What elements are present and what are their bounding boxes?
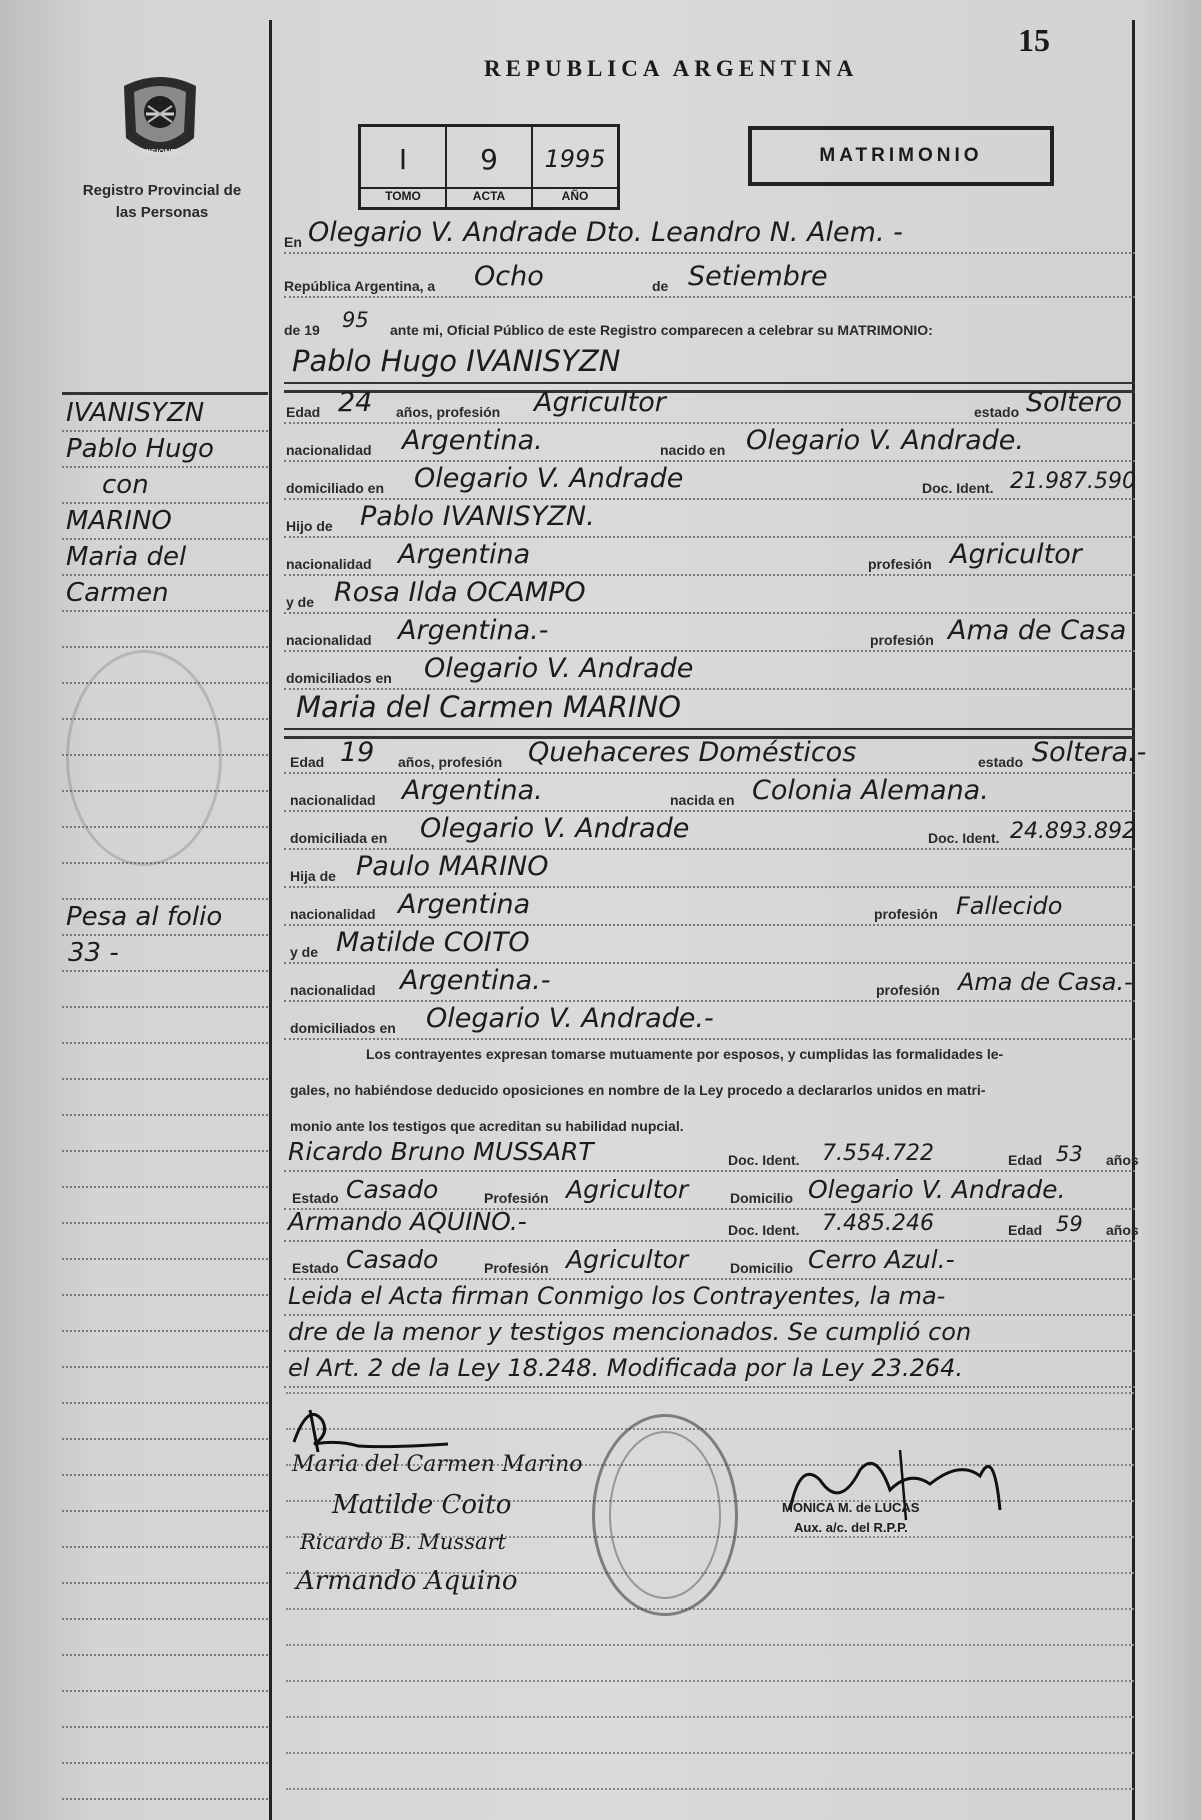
- witness-1-estado: Casado: [346, 1175, 439, 1204]
- bride-profesion-label: años, profesión: [398, 754, 503, 770]
- official-stamp-inner-ring: [609, 1431, 721, 1599]
- groom-edad: 24: [338, 387, 373, 418]
- margin-line: [62, 1228, 268, 1260]
- bride-edad: 19: [340, 737, 375, 768]
- groom-nationality-line: [284, 425, 1135, 462]
- witness-1-edad: 53: [1056, 1142, 1083, 1166]
- groom-father-line: [284, 501, 1135, 538]
- margin-line: [62, 868, 268, 900]
- groom-padre-nacionalidad: Argentina: [398, 539, 531, 570]
- day-value: Ocho: [474, 261, 544, 292]
- declaration-line-3: monio ante los testigos que acreditan su habilidad nupcial.: [290, 1118, 684, 1134]
- margin-con: con: [102, 470, 149, 500]
- folio-number: 33 -: [68, 938, 119, 968]
- witness-1-prof-label: Profesión: [484, 1190, 549, 1206]
- witness-2-domicilio: Cerro Azul.-: [808, 1245, 955, 1274]
- margin-given-names: Pablo Hugo: [66, 434, 214, 464]
- groom-address-line: [284, 463, 1136, 500]
- groom-dom-label: domiciliado en: [286, 480, 385, 496]
- witness-1-edad-label: Edad: [1008, 1152, 1043, 1168]
- groom-hijo-label: Hijo de: [286, 518, 333, 534]
- month-value: Setiembre: [688, 261, 828, 292]
- groom-madre-profesion: Ama de Casa: [948, 615, 1127, 646]
- acta-cell: [447, 127, 533, 207]
- official-name: MONICA M. de LUCAS: [782, 1500, 920, 1515]
- bride-nac-label: nacionalidad: [290, 792, 376, 808]
- groom-profesion: Agricultor: [534, 387, 666, 418]
- groom-doc-label: Doc. Ident.: [922, 480, 994, 496]
- margin-line: [62, 400, 268, 432]
- witness-2-name: Armando AQUINO.-: [288, 1207, 527, 1236]
- closing-text-3: el Art. 2 de la Ley 18.248. Modificada por la Ley 23.264.: [288, 1354, 964, 1382]
- margin-line: [62, 1264, 268, 1296]
- margin-bride-surname: MARINO: [66, 506, 172, 536]
- groom-padre-nac-label: nacionalidad: [286, 556, 372, 572]
- seal-text: MISIONES: [142, 148, 182, 157]
- closing-line-3: [284, 1356, 1135, 1388]
- witness-1-name: Ricardo Bruno MUSSART: [288, 1137, 594, 1166]
- declaration-line-2: gales, no habiéndose deducido oposiciones en nombre de la Ley procedo a declararlos unidos en matri-: [290, 1082, 986, 1098]
- bride-madre-prof-label: profesión: [876, 982, 940, 998]
- ano-cell: [533, 127, 617, 207]
- groom-age-line: [284, 387, 1135, 424]
- margin-line: [62, 904, 268, 936]
- bride-estado: Soltera.-: [1032, 737, 1147, 768]
- margin-line: [62, 1588, 268, 1620]
- bride-nacida: Colonia Alemana.: [752, 775, 989, 806]
- witness-1-detail-line: [284, 1175, 1135, 1210]
- margin-line: [62, 976, 268, 1008]
- margin-line: [62, 1300, 268, 1332]
- groom-mother-line: [284, 577, 1135, 614]
- witness-2-signature: Armando Aquino: [296, 1566, 518, 1596]
- record-type-box: MATRIMONIO: [748, 126, 1054, 186]
- tomo-value: I: [398, 143, 408, 176]
- registry-seal: [114, 68, 206, 168]
- year-prefix: de 19: [284, 322, 320, 338]
- closing-text-2: dre de la menor y testigos mencionados. Se cumplió con: [288, 1318, 972, 1346]
- groom-nacido-label: nacido en: [660, 442, 726, 458]
- groom-name-line: [284, 346, 1135, 384]
- closing-line-2: [284, 1320, 1135, 1352]
- bride-profesion: Quehaceres Domésticos: [528, 737, 857, 768]
- margin-line: [62, 1552, 268, 1584]
- republica-label: República Argentina, a: [284, 278, 436, 294]
- bride-madre-profesion: Ama de Casa.-: [958, 968, 1133, 996]
- bride-parents-address-line: [284, 1003, 1135, 1040]
- bride-father-line: [284, 851, 1135, 888]
- margin-line: [62, 1660, 268, 1692]
- witness-2-prof-label: Profesión: [484, 1260, 549, 1276]
- tomo-cell: [361, 127, 447, 207]
- groom-madre-nacionalidad: Argentina.-: [398, 615, 549, 646]
- margin-line: [62, 1048, 268, 1080]
- margin-top-rule: [62, 392, 268, 395]
- de-label: de: [652, 278, 669, 294]
- witness-2-detail-line: [284, 1245, 1135, 1280]
- margin-line: [62, 940, 268, 972]
- margin-line: [62, 1768, 268, 1800]
- margin-line: [62, 472, 268, 504]
- bride-nacida-label: nacida en: [670, 792, 735, 808]
- witness-1-doc: 7.554.722: [822, 1141, 934, 1166]
- ano-value: 1995: [544, 145, 606, 173]
- margin-bride-name-1: Maria del: [66, 542, 187, 572]
- bride-padre: Paulo MARINO: [356, 851, 549, 882]
- bride-signature: Maria del Carmen Marino: [292, 1452, 583, 1477]
- closing-line-1: [284, 1284, 1135, 1316]
- margin-line: [62, 1408, 268, 1440]
- registry-name: Registro Provincial de las Personas: [82, 182, 242, 221]
- year-line: [284, 310, 1084, 340]
- margin-line: [62, 616, 268, 648]
- bride-madre-nac-label: nacionalidad: [290, 982, 376, 998]
- bride-madre: Matilde COITO: [336, 927, 530, 958]
- groom-yde-label: y de: [286, 594, 315, 610]
- groom-nacido: Olegario V. Andrade.: [746, 425, 1024, 456]
- margin-line: [62, 1444, 268, 1476]
- acta-label: ACTA: [447, 187, 531, 207]
- blank-rule: [286, 1680, 1134, 1682]
- bride-padre-prof-label: profesión: [874, 906, 938, 922]
- bride-padre-nac-label: nacionalidad: [290, 906, 376, 922]
- bride-hija-label: Hija de: [290, 868, 336, 884]
- blank-rule: [286, 1392, 1134, 1394]
- tomo-label: TOMO: [361, 187, 445, 207]
- ano-label: AÑO: [533, 187, 617, 207]
- witness-1-doc-label: Doc. Ident.: [728, 1152, 800, 1168]
- groom-father-nationality-line: [284, 539, 1135, 576]
- groom-profesion-label: años, profesión: [396, 404, 501, 420]
- groom-madre-prof-label: profesión: [870, 632, 934, 648]
- margin-line: [62, 1480, 268, 1512]
- margin-line: [62, 436, 268, 468]
- official-stamp: [592, 1414, 738, 1616]
- bride-father-nationality-line: [284, 889, 1135, 926]
- witness-1-signature: Ricardo B. Mussart: [300, 1530, 506, 1554]
- witness-1-anos-label: años: [1106, 1152, 1139, 1168]
- witness-2-profesion: Agricultor: [566, 1245, 689, 1274]
- blank-rule: [286, 1788, 1134, 1790]
- left-column-rule: [269, 20, 272, 1820]
- witness-1-dom-label: Domicilio: [730, 1190, 794, 1206]
- groom-padre: Pablo IVANISYZN.: [360, 501, 595, 532]
- groom-estado-label: estado: [974, 404, 1020, 420]
- margin-line: [62, 1624, 268, 1656]
- margin-line: [62, 1372, 268, 1404]
- blank-rule: [286, 1608, 1134, 1610]
- witness-1-line: [284, 1137, 1139, 1172]
- margin-line: [62, 1156, 268, 1188]
- margin-faded-stamp: [66, 650, 222, 866]
- margin-line: [62, 1696, 268, 1728]
- groom-edad-label: Edad: [286, 404, 321, 420]
- witness-2-edad-label: Edad: [1008, 1222, 1043, 1238]
- bride-padres-domicilio: Olegario V. Andrade.-: [426, 1003, 714, 1034]
- groom-full-name: Pablo Hugo IVANISYZN: [292, 344, 621, 378]
- blank-rule: [286, 1752, 1134, 1754]
- groom-padre-profesion: Agricultor: [950, 539, 1082, 570]
- bride-doc-label: Doc. Ident.: [928, 830, 1000, 846]
- witness-2-line: [284, 1207, 1139, 1242]
- groom-padres-dom-label: domiciliados en: [286, 670, 392, 686]
- groom-doc: 21.987.590: [1010, 469, 1136, 494]
- groom-padre-prof-label: profesión: [868, 556, 932, 572]
- margin-line: [62, 1084, 268, 1116]
- witness-2-doc-label: Doc. Ident.: [728, 1222, 800, 1238]
- witness-1-estado-label: Estado: [292, 1190, 339, 1206]
- groom-nacionalidad: Argentina.: [402, 425, 543, 456]
- witness-2-estado: Casado: [346, 1245, 439, 1274]
- margin-surname: IVANISYZN: [66, 398, 205, 428]
- margin-line: [62, 1192, 268, 1224]
- country-heading: REPUBLICA ARGENTINA: [484, 56, 859, 81]
- acta-value: 9: [480, 143, 498, 176]
- groom-madre: Rosa Ilda OCAMPO: [334, 577, 586, 608]
- margin-line: [62, 1012, 268, 1044]
- groom-parents-address-line: [284, 653, 1135, 690]
- groom-estado: Soltero: [1026, 387, 1122, 418]
- bride-address-line: [284, 813, 1136, 850]
- witness-1-profesion: Agricultor: [566, 1175, 689, 1204]
- folio-note: Pesa al folio: [66, 902, 223, 932]
- bride-padre-nacionalidad: Argentina: [398, 889, 531, 920]
- margin-line: [62, 1732, 268, 1764]
- bride-domicilio: Olegario V. Andrade: [420, 813, 690, 844]
- year-suffix: 95: [342, 308, 369, 332]
- ante-text: ante mi, Oficial Público de este Registro comparecen a celebrar su MATRIMONIO:: [390, 322, 933, 338]
- bride-doc: 24.893.892: [1010, 819, 1136, 844]
- closing-text-1: Leida el Acta firman Conmigo los Contrayentes, la ma-: [288, 1282, 946, 1310]
- date-line: [284, 261, 1135, 298]
- margin-bride-name-2: Carmen: [66, 578, 169, 608]
- margin-line: [62, 1516, 268, 1548]
- margin-line: [62, 1120, 268, 1152]
- margin-line: [62, 544, 268, 576]
- bride-madre-nacionalidad: Argentina.-: [400, 965, 551, 996]
- witness-2-estado-label: Estado: [292, 1260, 339, 1276]
- record-number-box: [358, 124, 620, 210]
- margin-line: [62, 1336, 268, 1368]
- bride-edad-label: Edad: [290, 754, 325, 770]
- official-title: Aux. a/c. del R.P.P.: [794, 1520, 908, 1535]
- bride-full-name: Maria del Carmen MARINO: [296, 690, 682, 724]
- bride-age-line: [284, 737, 1147, 774]
- witness-2-dom-label: Domicilio: [730, 1260, 794, 1276]
- declaration-line-1: Los contrayentes expresan tomarse mutuamente por esposos, y cumplidas las formalidades le-: [366, 1046, 1004, 1062]
- mother-signature: Matilde Coito: [332, 1490, 512, 1520]
- blank-rule: [286, 1644, 1134, 1646]
- witness-1-domicilio: Olegario V. Andrade.: [808, 1175, 1066, 1204]
- page-number: 15: [1018, 22, 1050, 58]
- witness-2-anos-label: años: [1106, 1222, 1139, 1238]
- groom-padres-domicilio: Olegario V. Andrade: [424, 653, 694, 684]
- bride-nationality-line: [284, 775, 1135, 812]
- bride-mother-line: [284, 927, 1135, 964]
- blank-rule: [286, 1716, 1134, 1718]
- bride-padre-profesion: Fallecido: [956, 892, 1063, 920]
- bride-yde-label: y de: [290, 944, 319, 960]
- place-line: [284, 217, 1135, 254]
- groom-madre-nac-label: nacionalidad: [286, 632, 372, 648]
- bride-nacionalidad: Argentina.: [402, 775, 543, 806]
- margin-line: [62, 508, 268, 540]
- witness-2-doc: 7.485.246: [822, 1211, 934, 1236]
- groom-domicilio: Olegario V. Andrade: [414, 463, 684, 494]
- witness-2-edad: 59: [1056, 1212, 1083, 1236]
- groom-mother-nationality-line: [284, 615, 1135, 652]
- bride-name-line: [284, 692, 1135, 730]
- bride-mother-nationality-line: [284, 965, 1135, 1002]
- en-label: En: [284, 234, 302, 250]
- place-value: Olegario V. Andrade Dto. Leandro N. Alem. -: [308, 217, 903, 248]
- bride-dom-label: domiciliada en: [290, 830, 388, 846]
- bride-estado-label: estado: [978, 754, 1024, 770]
- groom-nac-label: nacionalidad: [286, 442, 372, 458]
- bride-padres-dom-label: domiciliados en: [290, 1020, 396, 1036]
- margin-line: [62, 580, 268, 612]
